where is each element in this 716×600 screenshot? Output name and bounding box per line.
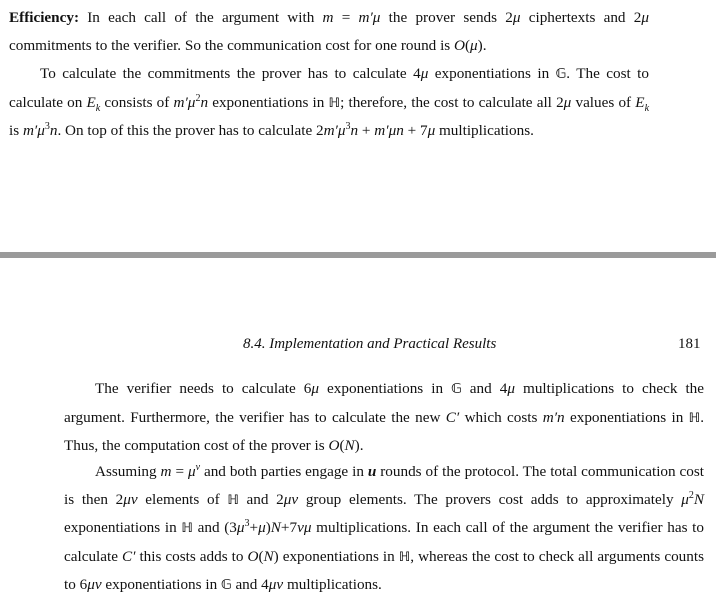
efficiency-paragraph: Efficiency: In each call of the argument with m = m′μ the prover sends 2μ ciphertexts and 2μ commitments to the verifier. So the communication cost for one round is O(μ). — [9, 9, 649, 54]
verifier-cost-paragraph: The verifier needs to calculate 6μ exponentiations in 𝔾 and 4μ multiplications to check the argument. Furthermore, the verifier has to calculate the new C′ which costs m′n exponentiations in ℍ. Thus, the computation cost of the prover is O(N). — [64, 380, 705, 455]
page-number: 181 — [678, 336, 701, 352]
page-divider — [0, 252, 716, 258]
section-title: 8.4. Implementation and Practical Results — [243, 336, 497, 352]
efficiency-lead: Efficiency: — [9, 9, 80, 26]
total-cost-paragraph: Assuming $m = \mu^\nu$ and both parties engage in u rounds of the protocol. The total communication cost is then 2μν elements of ℍ and 2μν group elements. The provers cost adds to approximately $\mu^2N$ exponentiations in ℍ and $(3\mu^3+\mu)N+7\nu\mu$ multiplications. In each call of the argument the verifier has to calculate C′ this costs adds to O(N) exponentiations in ℍ, whereas the cost to check all arguments counts to 6μν exponentiations in 𝔾 and 4μν multiplications. — [64, 461, 704, 594]
prover-cost-paragraph: To calculate the commitments the prover has to calculate 4μ exponentiations in 𝔾. The cost to calculate on $E_k$ consists of $m'\mu^2n$ exponentiations in ℍ; therefore, the cost to calculate all 2μ values of $E_k$ is $m'\mu^3n$. On top of this the prover has to calculate $2m'\mu^3n + m'\mu n + 7\mu$ multiplications. — [9, 65, 650, 140]
